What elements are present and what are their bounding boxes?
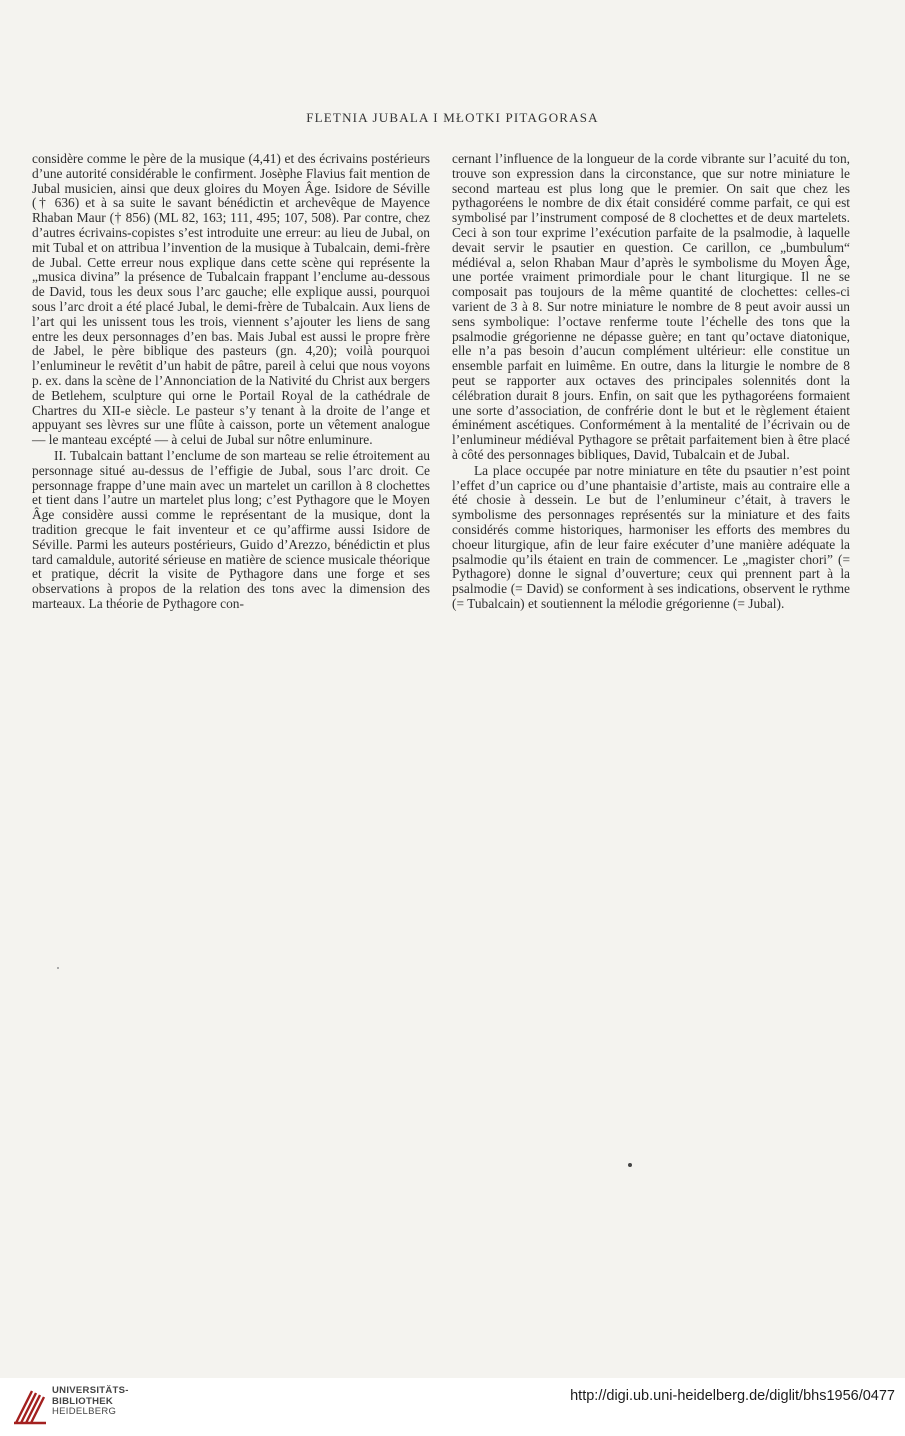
right-paragraph-1: cernant l’influence de la longueur de la corde vibrante sur l’acuité du ton, trouve son expression dans la circonstance, que sur notre miniature le second marteau est plus long que le premier. On sait que chez les pythagoréens le nombre de dix était considéré comme parfait, ce qui est symbolisé par l’instrument composé de 8 clochettes et de deux martelets. Ceci à son tour exprime l’exécution parfaite de la psalmodie, à laquelle devait servir le psautier en question. Ce carillon, ce „bumbulum“ médiéval a, selon Rhaban Maur d’après le symbolisme du Moyen Âge, une portée vraiment primordiale pour le chant liturgique. Il ne se composait pas toujours de la même quantité de clochettes: celles-ci varient de 3 à 8. Sur notre miniature le nombre de 8 peut avoir aussi un sens symbolique: l’octave renferme toute l’échelle des tons que la psalmodie grégorienne ne dépasse guère; en tant qu’octave diatonique, elle n’a pas besoin d’aucun complément ultérieur: elle constitue un ensemble parfait en luimême. En outre, dans la liturgie le nombre de 8 peut se rapporter aux octaves des principales solennités dont la célébration durait 8 jours. Enfin, on sait que les pythagoréens formaient une sorte d’association, de confrérie dont le but et le règlement étaient éminément ascétiques. Conformément à la mentalité de l’écrivain ou de l’enlumineur médiéval Pythagore se prêtait parfaitement bien à être placé à côté des personnages bibliques, David, Tubalcain et de Jubal. bbox=[452, 151, 850, 462]
ink-dot bbox=[628, 1163, 632, 1167]
right-column bbox=[452, 152, 850, 612]
left-column bbox=[32, 152, 430, 612]
paper-speck bbox=[57, 967, 59, 969]
library-logo-icon bbox=[12, 1383, 48, 1427]
library-name-line-2: BIBLIOTHEK bbox=[52, 1395, 114, 1407]
library-name-line-3: HEIDELBERG bbox=[52, 1406, 117, 1417]
permalink-url[interactable]: http://digi.ub.uni-heidelberg.de/diglit/bhs1956/0477 bbox=[570, 1388, 895, 1404]
left-paragraph-2: II. Tubalcain battant l’enclume de son marteau se relie étroitement au personnage situé au-dessus de l’effigie de Jubal, sous l’arc droit. Ce personnage frappe d’une main avec un martelet un carillon à 8 clochettes et tient dans l’autre un martelet plus long; c’est Pythagore que le Moyen Âge considère aussi comme le représentant de la musique, dont la tradition grecque le fait inventeur et ce qu’affirme aussi Isidore de Séville. Parmi les auteurs postérieurs, Guido d’Arezzo, bénédictin et plus tard camaldule, autorité sérieuse en matière de science musicale théorique et pratique, décrit la visite de Pythagore dans une forge et ses observations à propos de la relation des tons avec la dimension des marteaux. La théorie de Pythagore con- bbox=[32, 447, 430, 611]
left-paragraph-1: considère comme le père de la musique (4,41) et des écrivains postérieurs d’une autorité considérable le confirment. Josèphe Flavius fait mention de Jubal musicien, ainsi que deux gloires du Moyen Âge. Isidore de Séville († 636) et à sa suite le savant bénédictin et archevêque de Mayence Rhaban Maur († 856) (ML 82, 163; 111, 495; 107, 508). Par contre, chez d’autres écrivains-copistes s’est introduite une erreur: au lieu de Jubal, on mit Tubal et on attribua l’invention de la musique à Tubalcain, demi-frère de Jubal. Cette erreur nous explique dans cette scène qui représente la „musica divina” la présence de Tubalcain frappant l’enclume au-dessous de David, tous les deux sous l’arc gauche; elle explique aussi, pourquoi sous l’arc droit a été placé Jubal, le demi-frère de Tubalcain. Aux liens de l’art qui les unissent tous les trois, viennent s’ajouter les liens de sang entre les deux personnages d’en bas. Mais Jubal est aussi le propre frère de Jabel, le père biblique des pasteurs (gn. 4,20); voilà pourquoi l’enlumineur le revêtit d’un habit de pâtre, pareil à celui que nous voyons p. ex. dans la scène de l’Annonciation de la Nativité du Christ aux bergers de Betlehem, sculpture qui orne le Portail Royal de la cathédrale de Chartres du XII-e siècle. Le pasteur s’y tenant à la droite de l’ange et appuyant ses lèvres sur une flûte à caisson, porte un vêtement analogue — le manteau excépté — à celui de Jubal sur nôtre enluminure. bbox=[32, 151, 430, 448]
running-head: FLETNIA JUBALA I MŁOTKI PITAGORASA bbox=[306, 110, 599, 125]
right-paragraph-2: La place occupée par notre miniature en tête du psautier n’est point l’effet d’un caprice ou d’une phantaisie d’artiste, mais au contraire elle a été chosie à dessein. Le but de l’enlumineur c’était, à travers le symbolisme des personnages représentés sur la miniature et des faits considérés comme historiques, harmoniser les efforts des membres du choeur liturgique, afin de leur faire exécuter d’une manière adéquate la psalmodie qu’ils étaient en train de commencer. Le „magister chori” (= Pythagore) donne le signal d’ouverture; ceux qui prennent part à la psalmodie (= David) se conforment à ses indications, observent le rythme (= Tubalcain) et soutiennent la mélodie grégorienne (= Jubal). bbox=[452, 462, 850, 611]
library-name bbox=[52, 1386, 129, 1418]
library-name-line-1: UNIVERSITÄTS- bbox=[52, 1385, 129, 1396]
footer-bar bbox=[0, 1378, 905, 1436]
